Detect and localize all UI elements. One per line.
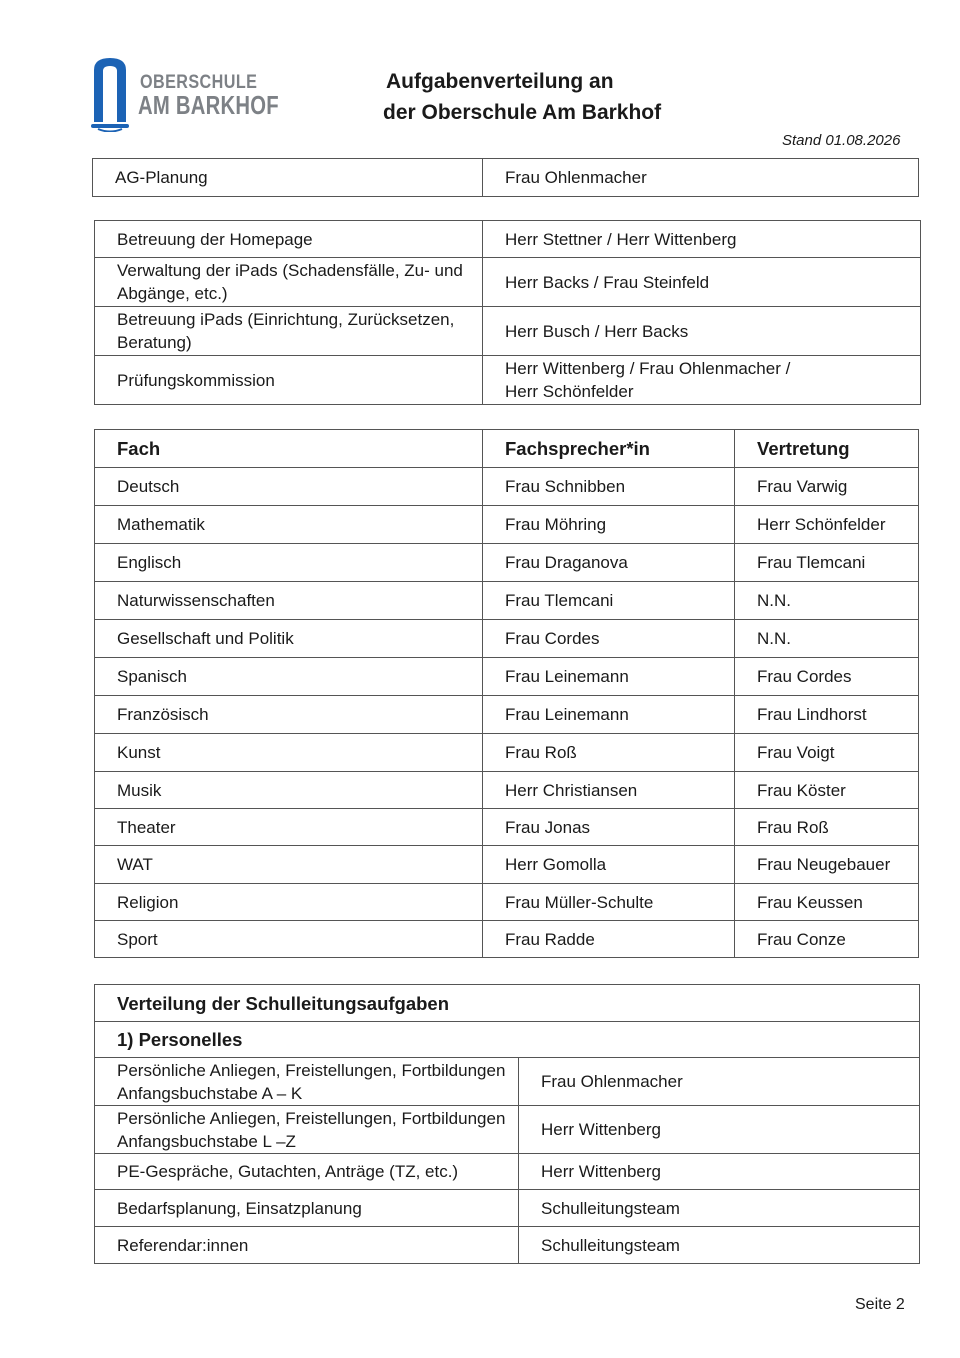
- task-cell: Verwaltung der iPads (Schadensfälle, Zu- und Abgänge, etc.): [95, 258, 483, 307]
- logo-line-1: OBERSCHULE: [140, 72, 258, 93]
- table-row: [95, 544, 919, 582]
- deputy-cell: Frau Roß: [735, 809, 919, 846]
- table-title-row: [95, 985, 920, 1022]
- person-cell: Herr Busch / Herr Backs: [483, 307, 921, 356]
- task-cell: Bedarfsplanung, Einsatzplanung: [95, 1190, 519, 1227]
- table-row: [95, 884, 919, 921]
- column-header-vertretung: Vertretung: [735, 430, 919, 468]
- subject-cell: Französisch: [95, 696, 483, 734]
- table-row: [95, 258, 921, 307]
- deputy-cell: Frau Keussen: [735, 884, 919, 921]
- speaker-cell: Frau Radde: [483, 921, 735, 958]
- school-logo-mark-icon: [90, 56, 130, 132]
- table-row: [95, 1154, 920, 1190]
- table-header-row: [95, 430, 919, 468]
- table-row: [95, 1058, 920, 1106]
- task-cell: PE-Gespräche, Gutachten, Anträge (TZ, etc.): [95, 1154, 519, 1190]
- ag-task-cell: AG-Planung: [93, 159, 483, 197]
- subject-cell: Englisch: [95, 544, 483, 582]
- school-logo: [90, 56, 290, 132]
- person-cell: Frau Ohlenmacher: [519, 1058, 920, 1106]
- speaker-cell: Herr Christiansen: [483, 772, 735, 809]
- table-row: [93, 159, 919, 197]
- table-row: [95, 468, 919, 506]
- subject-cell: Sport: [95, 921, 483, 958]
- section-heading-personelles: 1) Personelles: [95, 1022, 920, 1058]
- document-title-line-2: der Oberschule Am Barkhof: [383, 101, 662, 124]
- speaker-cell: Frau Leinemann: [483, 696, 735, 734]
- logo-line-2: AM BARKHOF: [138, 90, 279, 120]
- ag-person-cell: Frau Ohlenmacher: [483, 159, 919, 197]
- table-row: [95, 734, 919, 772]
- person-cell: Herr Stettner / Herr Wittenberg: [483, 221, 921, 258]
- speaker-cell: Herr Gomolla: [483, 846, 735, 884]
- subject-cell: Theater: [95, 809, 483, 846]
- subject-cell: Musik: [95, 772, 483, 809]
- table-row: [95, 772, 919, 809]
- table-row: [95, 809, 919, 846]
- subject-cell: Gesellschaft und Politik: [95, 620, 483, 658]
- subject-cell: Naturwissenschaften: [95, 582, 483, 620]
- deputy-cell: N.N.: [735, 582, 919, 620]
- speaker-cell: Frau Müller-Schulte: [483, 884, 735, 921]
- it-table: [94, 220, 921, 405]
- deputy-cell: Herr Schönfelder: [735, 506, 919, 544]
- leadership-table: [94, 984, 920, 1264]
- subject-cell: Kunst: [95, 734, 483, 772]
- column-header-fach: Fach: [95, 430, 483, 468]
- speaker-cell: Frau Schnibben: [483, 468, 735, 506]
- speaker-cell: Frau Möhring: [483, 506, 735, 544]
- task-cell: [95, 1058, 519, 1106]
- table-row: [95, 658, 919, 696]
- table-row: [95, 356, 921, 405]
- person-cell: Herr Backs / Frau Steinfeld: [483, 258, 921, 307]
- table-row: [95, 506, 919, 544]
- person-cell: Schulleitungsteam: [519, 1190, 920, 1227]
- deputy-cell: Frau Varwig: [735, 468, 919, 506]
- page-number: Seite 2: [855, 1296, 905, 1313]
- table-row: [95, 921, 919, 958]
- section-heading-row: [95, 1022, 920, 1058]
- speaker-cell: Frau Cordes: [483, 620, 735, 658]
- table-row: [95, 696, 919, 734]
- deputy-cell: N.N.: [735, 620, 919, 658]
- person-cell: Herr Wittenberg: [519, 1106, 920, 1154]
- deputy-cell: Frau Voigt: [735, 734, 919, 772]
- task-cell: Betreuung iPads (Einrichtung, Zurücksetzen, Beratung): [95, 307, 483, 356]
- leadership-title: Verteilung der Schulleitungsaufgaben: [95, 985, 920, 1022]
- column-header-fachsprecher: Fachsprecher*in: [483, 430, 735, 468]
- table-row: [95, 582, 919, 620]
- deputy-cell: Frau Köster: [735, 772, 919, 809]
- deputy-cell: Frau Lindhorst: [735, 696, 919, 734]
- deputy-cell: Frau Tlemcani: [735, 544, 919, 582]
- task-line-1: Persönliche Anliegen, Freistellungen, Fortbildungen: [117, 1060, 506, 1080]
- person-cell: Schulleitungsteam: [519, 1227, 920, 1264]
- deputy-cell: Frau Cordes: [735, 658, 919, 696]
- document-title-line-1: Aufgabenverteilung an: [386, 70, 614, 93]
- speaker-cell: Frau Jonas: [483, 809, 735, 846]
- subject-cell: Deutsch: [95, 468, 483, 506]
- table-row: [95, 307, 921, 356]
- subject-cell: Spanisch: [95, 658, 483, 696]
- task-line-2: Anfangsbuchstabe L –Z: [117, 1131, 296, 1151]
- task-line-1: Persönliche Anliegen, Freistellungen, Fortbildungen: [117, 1108, 506, 1128]
- deputy-cell: Frau Conze: [735, 921, 919, 958]
- task-cell: [95, 1106, 519, 1154]
- speaker-cell: Frau Roß: [483, 734, 735, 772]
- table-row: [95, 1190, 920, 1227]
- subject-cell: Mathematik: [95, 506, 483, 544]
- subject-cell: WAT: [95, 846, 483, 884]
- task-cell: Referendar:innen: [95, 1227, 519, 1264]
- speaker-cell: Frau Tlemcani: [483, 582, 735, 620]
- person-cell: Herr Wittenberg / Frau Ohlenmacher / Herr Schönfelder: [483, 356, 921, 405]
- subject-cell: Religion: [95, 884, 483, 921]
- task-cell: Betreuung der Homepage: [95, 221, 483, 258]
- task-cell: Prüfungskommission: [95, 356, 483, 405]
- table-row: [95, 221, 921, 258]
- deputy-cell: Frau Neugebauer: [735, 846, 919, 884]
- table-row: [95, 1227, 920, 1264]
- table-row: [95, 620, 919, 658]
- status-date: Stand 01.08.2026: [782, 132, 901, 149]
- speaker-cell: Frau Draganova: [483, 544, 735, 582]
- table-row: [95, 1106, 920, 1154]
- task-line-2: Anfangsbuchstabe A – K: [117, 1083, 303, 1103]
- table-row: [95, 846, 919, 884]
- subjects-table: [94, 429, 919, 958]
- speaker-cell: Frau Leinemann: [483, 658, 735, 696]
- person-cell: Herr Wittenberg: [519, 1154, 920, 1190]
- ag-table: [92, 158, 919, 197]
